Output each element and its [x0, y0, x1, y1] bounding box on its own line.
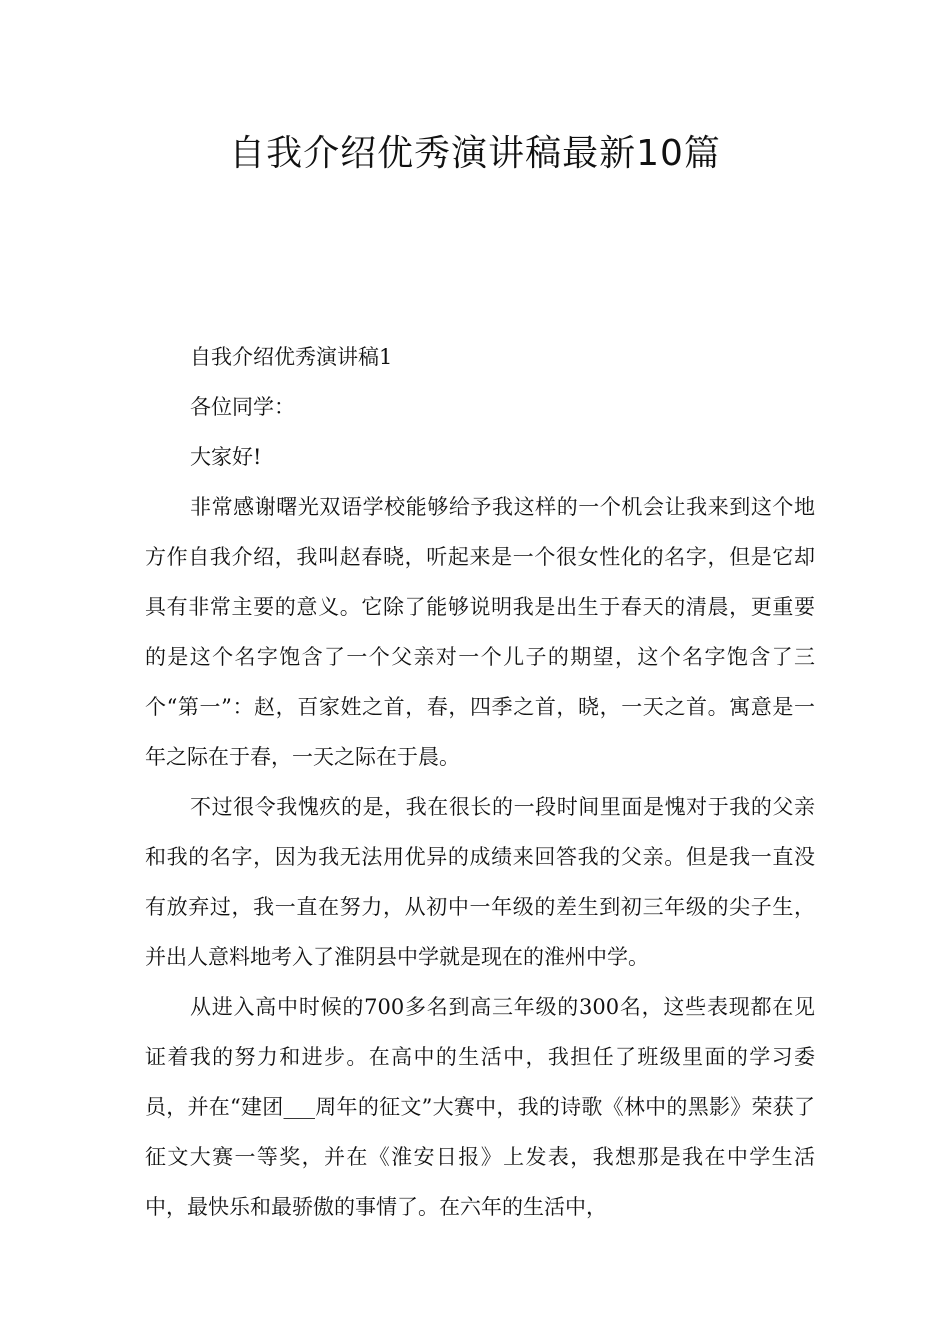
body-paragraph: 非常感谢曙光双语学校能够给予我这样的一个机会让我来到这个地方作自我介绍，我叫赵春晓，听起来是一个很女性化的名字，但是它却具有非常主要的意义。它除了能够说明我是出生于春天的清晨，更重要的是这个名字饱含了一个父亲对一个儿子的期望，这个名字饱含了三个“第一”：赵，百家姓之首，春，四季之首，晓，一天之首。寓意是一年之际在于春，一天之际在于晨。 — [145, 495, 815, 769]
salutation: 各位同学： — [190, 395, 295, 419]
document-body — [145, 332, 815, 1232]
body-paragraph: 不过很令我愧疚的是，我在很长的一段时间里面是愧对于我的父亲和我的名字，因为我无法用优异的成绩来回答我的父亲。但是我一直没有放弃过，我一直在努力，从初中一年级的差生到初三年级的尖子生，并出人意料地考入了淮阴县中学就是现在的淮州中学。 — [145, 795, 815, 969]
greeting: 大家好! — [190, 445, 262, 469]
section-heading: 自我介绍优秀演讲稿1 — [190, 345, 393, 369]
document-title: 自我介绍优秀演讲稿最新10篇 — [229, 133, 721, 174]
body-paragraph: 从进入高中时候的700多名到高三年级的300名，这些表现都在见证着我的努力和进步。在高中的生活中，我担任了班级里面的学习委员，并在“建团___周年的征文”大赛中，我的诗歌《林中的黑影》荣获了征文大赛一等奖，并在《淮安日报》上发表，我想那是我在中学生活中，最快乐和最骄傲的事情了。在六年的生活中， — [145, 995, 815, 1219]
